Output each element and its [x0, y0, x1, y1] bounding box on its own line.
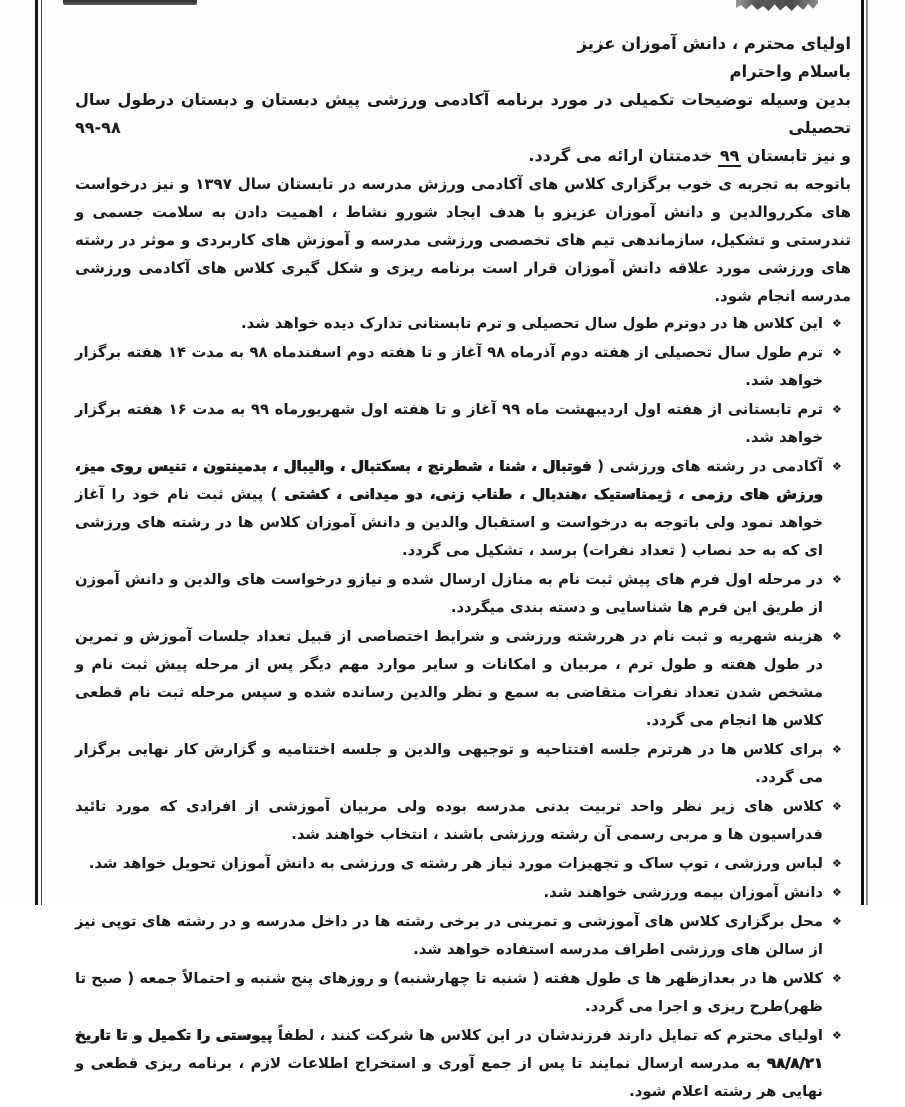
bullet-item [75, 1022, 851, 1106]
bullet-text: کلاس های زیر نظر واحد تربیت بدنی مدرسه بوده ولی مربیان آموزشی از افرادی که مورد تائید فدراسیون ها و مربی رسمی آن رشته ورزشی باشند ، انتخاب خواهند شد. [75, 798, 823, 843]
intro-line-2-before: و نیز تابستان [741, 146, 851, 165]
bullet-text: محل برگزاری کلاس های آموزشی و تمرینی در برخی رشته ها در داخل مدرسه و در رشته های توپی نیز از سالن های ورزشی اطراف مدرسه استفاده خواهد شد. [75, 913, 823, 958]
body-paragraph: باتوجه به تجربه ی خوب برگزاری کلاس های آکادمی ورزش مدرسه در تابستان سال ۱۳۹۷ و نیز درخواست های مکرروالدین و دانش آموزان عزیزو با هدف ایجاد شورو نشاط ، اهمیت دادن به سلامت جسمی و تندرستی و تشکیل، سازماندهی تیم های تخصصی ورزشی مدرسه و آموزش های کاربردی و موثر در رشته های ورزشی مورد علاقه دانش آموزان قرار است برنامه ریزی و شکل گیری کلاس های آکادمی ورزشی مدرسه انجام شود. [75, 175, 851, 305]
bullet-text: ترم تابستانی از هفته اول اردیبهشت ماه ۹۹ آغاز و تا هفته اول شهریورماه ۹۹ به مدت ۱۶ هفته برگزار خواهد شد. [75, 401, 824, 446]
right-frame-outer-line [861, 0, 864, 905]
bullet-diamond-icon: ❖ [832, 346, 842, 359]
bullet-diamond-icon: ❖ [832, 317, 842, 330]
cropped-calligraphy-mark [736, 0, 818, 11]
intro-line-2 [75, 142, 851, 170]
letter-body [75, 30, 851, 1107]
bullet-item [75, 850, 851, 878]
bullet-item [75, 965, 851, 1021]
bullet-list [75, 310, 851, 1106]
bullet-text: دانش آموزان بیمه ورزشی خواهند شد. [543, 884, 823, 901]
bullet-text: ترم طول سال تحصیلی از هفته دوم آذرماه ۹۸ آغاز و تا هفته دوم اسفندماه ۹۸ به مدت ۱۴ هفته برگزار خواهد شد. [75, 344, 824, 389]
underlined-year: ۹۹ [719, 146, 740, 165]
bullet-item [75, 310, 851, 338]
bullet-diamond-icon: ❖ [832, 460, 842, 473]
bullet-item [75, 396, 851, 452]
bullet-diamond-icon: ❖ [832, 800, 842, 813]
bullet-text-post: به مدرسه ارسال نمایند تا پس از جمع آوری و استخراج اطلاعات لازم ، برنامه ریزی قطعی و نهایی هر رشته اعلام شود. [75, 1055, 823, 1100]
bullet-diamond-icon: ❖ [832, 573, 842, 586]
left-frame-inner-line [41, 0, 42, 905]
bullet-item [75, 566, 851, 622]
intro-line-2-after: خدمتتان ارائه می گردد. [528, 146, 718, 165]
left-frame-outer-line [35, 0, 38, 905]
bullet-diamond-icon: ❖ [832, 1029, 842, 1042]
intro-line-1: بدین وسیله توضیحات تکمیلی در مورد برنامه آکادمی ورزشی پیش دبستان و دبستان درطول سال تحصیلی ۹۸-۹۹ [75, 90, 851, 137]
bullet-item [75, 453, 851, 565]
sports-list-bold: فوتبال ، شنا ، شطرنج ، بسکتبال ، والیبال ، بدمینتون ، تنیس روی میز، ورزش های رزمی ، ژیمناستیک ،هندبال ، طناب زنی، دو میدانی ، کشتی [75, 458, 823, 503]
bullet-text: کلاس ها در بعدازظهر ها ی طول هفته ( شنبه تا چهارشنبه) و روزهای پنج شنبه و احتمالاً جمعه ( صبح تا ظهر)طرح ریزی و اجرا می گردد. [75, 970, 823, 1015]
bullet-item [75, 339, 851, 395]
bullet-item [75, 793, 851, 849]
bullet-text-post: ) پیش ثبت نام خود را آغاز خواهد نمود ولی باتوجه به درخواست و استقبال والدین و دانش آموزان کلاس ها در رشته های ورزشی ای که به حد نصاب ( تعداد نفرات) برسد ، تشکیل می گردد. [75, 486, 823, 559]
cropped-letterhead-strip [63, 0, 197, 5]
bullet-diamond-icon: ❖ [832, 743, 842, 756]
bullet-item [75, 736, 851, 792]
bullet-text: در مرحله اول فرم های پیش ثبت نام به منازل ارسال شده و نیازو درخواست های والدین و دانش آموزن از طریق این فرم ها شناسایی و دسته بندی میگردد. [75, 571, 823, 616]
bullet-diamond-icon: ❖ [832, 915, 842, 928]
bullet-text: لباس ورزشی ، توپ ساک و تجهیزات مورد نیاز هر رشته ی ورزشی به دانش آموزان تحویل خواهد شد. [88, 855, 823, 872]
bullet-item [75, 623, 851, 735]
bullet-diamond-icon: ❖ [832, 403, 842, 416]
bullet-text: برای کلاس ها در هرترم جلسه افتتاحیه و توجیهی والدین و جلسه اختتامیه و گزارش کار نهایی برگزار می گردد. [75, 741, 823, 786]
bullet-text: این کلاس ها در دوترم طول سال تحصیلی و ترم تابستانی تدارک دیده خواهد شد. [241, 315, 823, 332]
bullet-diamond-icon: ❖ [832, 886, 842, 899]
bullet-item [75, 879, 851, 907]
bullet-diamond-icon: ❖ [832, 857, 842, 870]
salutation-line: اولیای محترم ، دانش آموزان عزیز [577, 34, 851, 53]
bullet-item [75, 908, 851, 964]
deadline-date-bold: پیوستی را تکمیل و تا تاریخ ۹۸/۸/۲۱ [75, 1027, 823, 1072]
bullet-diamond-icon: ❖ [832, 630, 842, 643]
greeting-line: باسلام واحترام [729, 62, 851, 81]
bullet-text: هزینه شهریه و ثبت نام در هررشته ورزشی و شرایط اختصاصی از قبیل تعداد جلسات آموزش و تمرین در طول هفته و طول ترم ، مربیان و امکانات و سایر موارد مهم دیگر پس از مرحله پیش ثبت نام و مشخص شدن تعداد نفرات متقاضی به سمع و نظر والدین رسانده شده و سپس مرحله ثبت نام قطعی کلاس ها انجام می گردد. [75, 628, 823, 729]
bullet-text-pre: آکادمی در رشته های ورزشی ( [591, 458, 823, 475]
bullet-text-pre: اولیای محترم که تمایل دارند فرزندشان در این کلاس ها شرکت کنند ، لطفاً [272, 1027, 823, 1044]
bullet-text [75, 453, 823, 565]
right-frame-inner-line [866, 0, 868, 905]
bullet-text [75, 1022, 823, 1106]
bullet-diamond-icon: ❖ [832, 972, 842, 985]
